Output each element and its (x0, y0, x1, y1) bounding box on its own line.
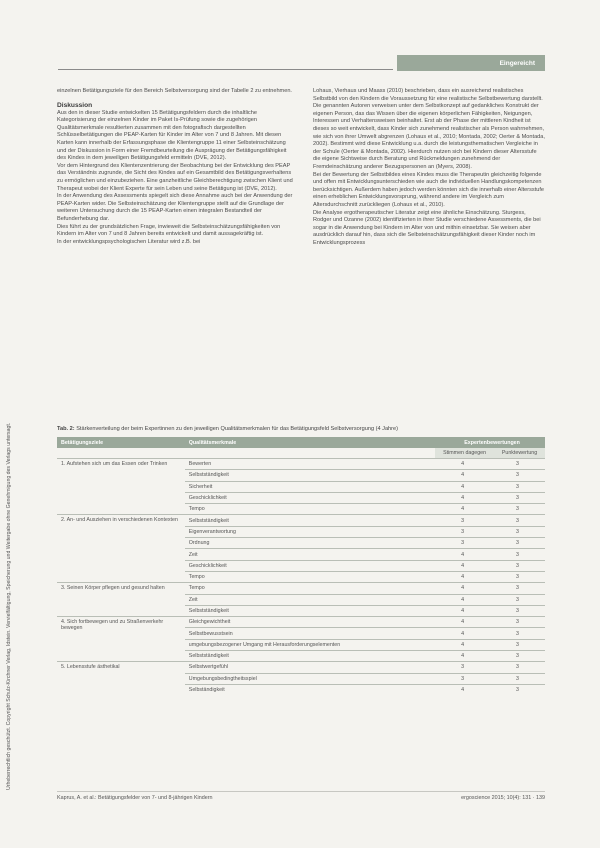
total-cell: 3 (516, 675, 519, 682)
section-tab: Eingereicht (397, 55, 545, 71)
agree-cell: 3 (461, 675, 465, 682)
criterion-cell: Selbstbewusstsein (188, 630, 233, 637)
goal-cell: 3. Seinen Körper pflegen und gesund halten (61, 585, 165, 592)
total-cell: 3 (516, 472, 519, 479)
body-paragraph: Lohaus, Vierhaus und Maass (2010) beschrieben, dass ein ausreichend realistisches Selbstbild von den Kindern die Voraussetzung für eine realistische Selbstbewertung darstellt. Die genannten Autoren verweisen unter dem Selbstkonzept auf gedankliches Konstrukt der eigenen Person, das das Wissen über die eigenen körperlichen Fähigkeiten, Neigungen, Interessen und Verhaltensweisen beinhaltet. Erst ab der Phase der mittleren Kindheit ist dieses so weit entwickelt, dass Kinder sich zunehmend realistischer als Person wahrnehmen, wie sich von ihrer Umwelt abgrenzen (Lohaus et al., 2010; Montada, 2002; Oerter & Montada, 2002). Bestimmt wird diese Entwicklung u.a. durch die leistungsthematischen Vergleiche in der Schule (Oerter & Montada, 2002). Hierdurch nutzen sich bei Kindern dieser Altersstufe die eigene Sichtweise durch Beratung und Rückmeldungen zunehmend der Fremdeinschätzung anderer Bezugspersonen an (Myers, 2008). (313, 88, 545, 170)
table-caption (57, 426, 545, 433)
total-cell: 3 (516, 540, 519, 547)
table-body (57, 459, 545, 696)
total-cell: 3 (516, 551, 519, 558)
criterion-cell: Selbstständigkeit (188, 653, 229, 660)
subheader-blank (57, 448, 185, 459)
agree-cell: 3 (461, 528, 465, 535)
agree-cell: 4 (461, 506, 465, 513)
criterion-cell: Tempo (188, 585, 205, 592)
total-cell: 3 (516, 596, 519, 603)
body-paragraph: Die Analyse ergotherapeutischer Literatur zeigt eine ähnliche Einschätzung. Sturgess, Rodger und Ozanne (2002) identifizierten in ihrer Studie verschiedene Assessments, die bei sogar in die Anwendung bei Kindern im Alter von und mithin einsetzbar. Sie weisen aber ausdrücklich darauf hin, dass sich die Selbsteinschätzungsfähigkeit dieser Kinder noch im Entwicklungsprozess (313, 209, 541, 246)
agree-cell: 4 (461, 495, 465, 502)
body-paragraph: Bei der Bewertung der Selbstbildes eines Kindes muss die Therapeutin gleichzeitig folgende und offen mit Entwicklungsunterschieden wie auch die individuellen Handlungskompetenzen berücksichtigen. Außerdem haben jedoch werden könnten sich die innerhalb einer Altersstufe einen erheblichen Entwicklungsvorsprung, während andere im Vergleich zum Altersdurchschnitt zurückliegen (Lohaus et al., 2010). (313, 171, 545, 208)
agree-cell: 4 (461, 551, 465, 558)
header-goal: Betätigungsziele (57, 437, 185, 448)
header-rule (58, 69, 393, 70)
goal-cell: 5. Lebensstufe ästhetikal (61, 664, 120, 671)
body-paragraph: In der entwicklungspsychologischen Literatur wird z.B. bei (57, 238, 201, 245)
total-cell: 3 (516, 574, 519, 581)
criterion-cell: Tempo (188, 506, 205, 513)
total-cell: 3 (516, 619, 519, 626)
agree-cell: 4 (461, 619, 465, 626)
table-header-row (57, 437, 545, 448)
agree-cell: 4 (461, 461, 465, 468)
goal-cell: 2. An- und Ausziehen in verschiedenen Kontexten (61, 517, 178, 524)
criterion-cell: Eigenverantwortung (188, 528, 236, 535)
footer-journal: ergoscience 2015; 10(4): 131 · 139 (461, 795, 545, 801)
footer-rule (57, 791, 545, 792)
agree-cell: 4 (461, 585, 465, 592)
total-cell: 3 (516, 528, 519, 535)
table-row (57, 617, 545, 628)
header-ratings: Expertenbewertungen (435, 437, 545, 448)
agree-cell: 4 (461, 630, 465, 637)
agree-cell: 3 (461, 517, 465, 524)
criterion-cell: Geschicklichkeit (188, 495, 227, 502)
criterion-cell: Geschicklichkeit (188, 562, 227, 569)
subheader-blank (185, 448, 435, 459)
agree-cell: 4 (461, 641, 465, 648)
agree-cell: 4 (461, 596, 465, 603)
table-caption-label: Tab. 2: (57, 426, 75, 432)
criterion-cell: Selbstständigkeit (188, 472, 229, 479)
total-cell: 3 (516, 461, 519, 468)
total-cell: 3 (516, 687, 519, 694)
intro-paragraph: einzelnen Betätigungsziele für den Bereich Selbstversorgung sind der Tabelle 2 zu entnehmen. (57, 88, 292, 94)
criterion-cell: Ordnung (188, 540, 210, 547)
table-row (57, 583, 545, 594)
agree-cell: 4 (461, 574, 465, 581)
left-column (57, 88, 296, 246)
total-cell: 3 (516, 608, 519, 614)
table-caption-text: Stärkenverteilung der beim Expertinnen zu den jeweiligen Qualitätsmerkmalen für das Betätigungsfeld Selbstversorgung (4 Jahre) (76, 426, 399, 432)
table-row (57, 515, 545, 526)
total-cell: 3 (516, 562, 519, 569)
header-criterion: Qualitätsmerkmale (185, 437, 435, 448)
body-paragraph: In der Anwendung des Assessments spiegelt sich diese Annahme auch bei der Anwendung der PEAP-Karten wider. Die Selbsteinschätzung der Klientengruppe stellt auf die Grundlage der weiteren Untersuchung durch die 15 PEAP-Karten einen integralen Bestandteil der Befunderhebung dar. (57, 193, 293, 222)
criterion-cell: Bewerten (188, 461, 212, 468)
goal-cell: 1. Aufstehen sich um das Essen oder Trinken (61, 461, 168, 467)
criterion-cell: Zeit (188, 551, 198, 558)
right-column (313, 88, 545, 247)
table-subheader-row (57, 448, 545, 459)
agree-cell: 4 (461, 483, 465, 490)
total-cell: 3 (516, 517, 519, 524)
total-cell: 3 (516, 641, 519, 648)
section-heading: Diskussion (57, 101, 93, 109)
agree-cell: 4 (461, 687, 465, 694)
criterion-cell: Selbstständigkeit (188, 608, 229, 614)
agree-cell: 4 (461, 472, 465, 479)
criterion-cell: Gleichgewichtheit (188, 619, 231, 626)
total-cell: 3 (516, 585, 519, 592)
agree-cell: 4 (461, 608, 465, 614)
criterion-cell: Selbständigkeit (188, 687, 225, 694)
criterion-cell: Selbstwertgefühl (188, 664, 228, 671)
criterion-cell: Sicherheit (188, 483, 213, 490)
total-cell: 3 (516, 653, 519, 660)
agree-cell: 4 (461, 653, 465, 660)
table-row (57, 459, 545, 470)
total-cell: 3 (516, 506, 519, 513)
body-paragraph: Dies führt zu der grundsätzlichen Frage, inwieweit die Selbsteinschätzungsfähigkeiten von Kindern im Alter von 7 und 8 Jahren bereits entwickelt und damit aussagekräftig ist. (57, 223, 281, 238)
goal-cell: 4. Sich fortbewegen und zu Straßenverkehr bewegen (61, 619, 164, 632)
body-paragraph: Vor dem Hintergrund des Klientenzentrierung der Beobachtung bei der Entwicklung des PEAP das Verständnis zugrunde, die Sicht des Kindes auf ein Gesamtbild des Betätigungsverhaltens zu ermöglichen und einzubeziehen. Eine ganzheitliche Gleichberechtigung zwischen Klient und Therapeut wobei der Klient Experte für sein Leben und seine Betätigung ist (DVE, 2012). (57, 162, 293, 192)
total-cell: 3 (516, 664, 519, 671)
criterion-cell: umgebungsbezogener Umgang mit Herausforderungselementen (188, 641, 341, 648)
criterion-cell: Tempo (188, 574, 205, 581)
ratings-table (57, 437, 545, 695)
body-paragraph: Aus den in dieser Studie entwickelten 15 Betätigungsfeldern durch die inhaltliche Kategorisierung der einzelnen Kinder im Paket Is-Prüfung sowie die zugehörigen Qualitätsmerkmale resultierten zusammen mit den fotografisch dargestellten Schlüsselbetätigungen die PEAP-Karten für Kinder im Alter von 7 und 8 Jahren. Mit diesen Karten kann innerhalb der Erfassungsphase die Klientengruppe 11 einer Selbsteinschätzung und der Diskussion in Form einer Fremdbeurteilung die Ausprägung der Betätigungsfähigkeit des Kindes in dem jeweiligen Betätigungsfeld ermitteln (DVE, 2012). (57, 109, 287, 162)
total-cell: 3 (516, 483, 519, 490)
header-total: Punktewertung (490, 448, 545, 459)
agree-cell: 3 (461, 540, 465, 547)
total-cell: 3 (516, 495, 519, 502)
agree-cell: 3 (461, 664, 465, 671)
criterion-cell: Umgebungsbedingtheitsspiel (188, 675, 257, 682)
footer-citation: Kaprus, A. et al.: Betätigungsfelder von 7- und 8-jährigen Kindern (57, 795, 213, 801)
total-cell: 3 (516, 630, 519, 637)
header-agree: Stimmen dagegen (435, 448, 490, 459)
copyright-side-note: Urheberrechtlich geschützt. Copyright Schulz-Kirchner Verlag, Idstein. Vervielfältigung, Speicherung und Weitergabe ohne Genehmigung des Verlags untersagt. (6, 422, 12, 790)
agree-cell: 4 (461, 562, 465, 569)
criterion-cell: Selbstständigkeit (188, 517, 229, 524)
table-row (57, 662, 545, 673)
criterion-cell: Zeit (188, 596, 198, 603)
